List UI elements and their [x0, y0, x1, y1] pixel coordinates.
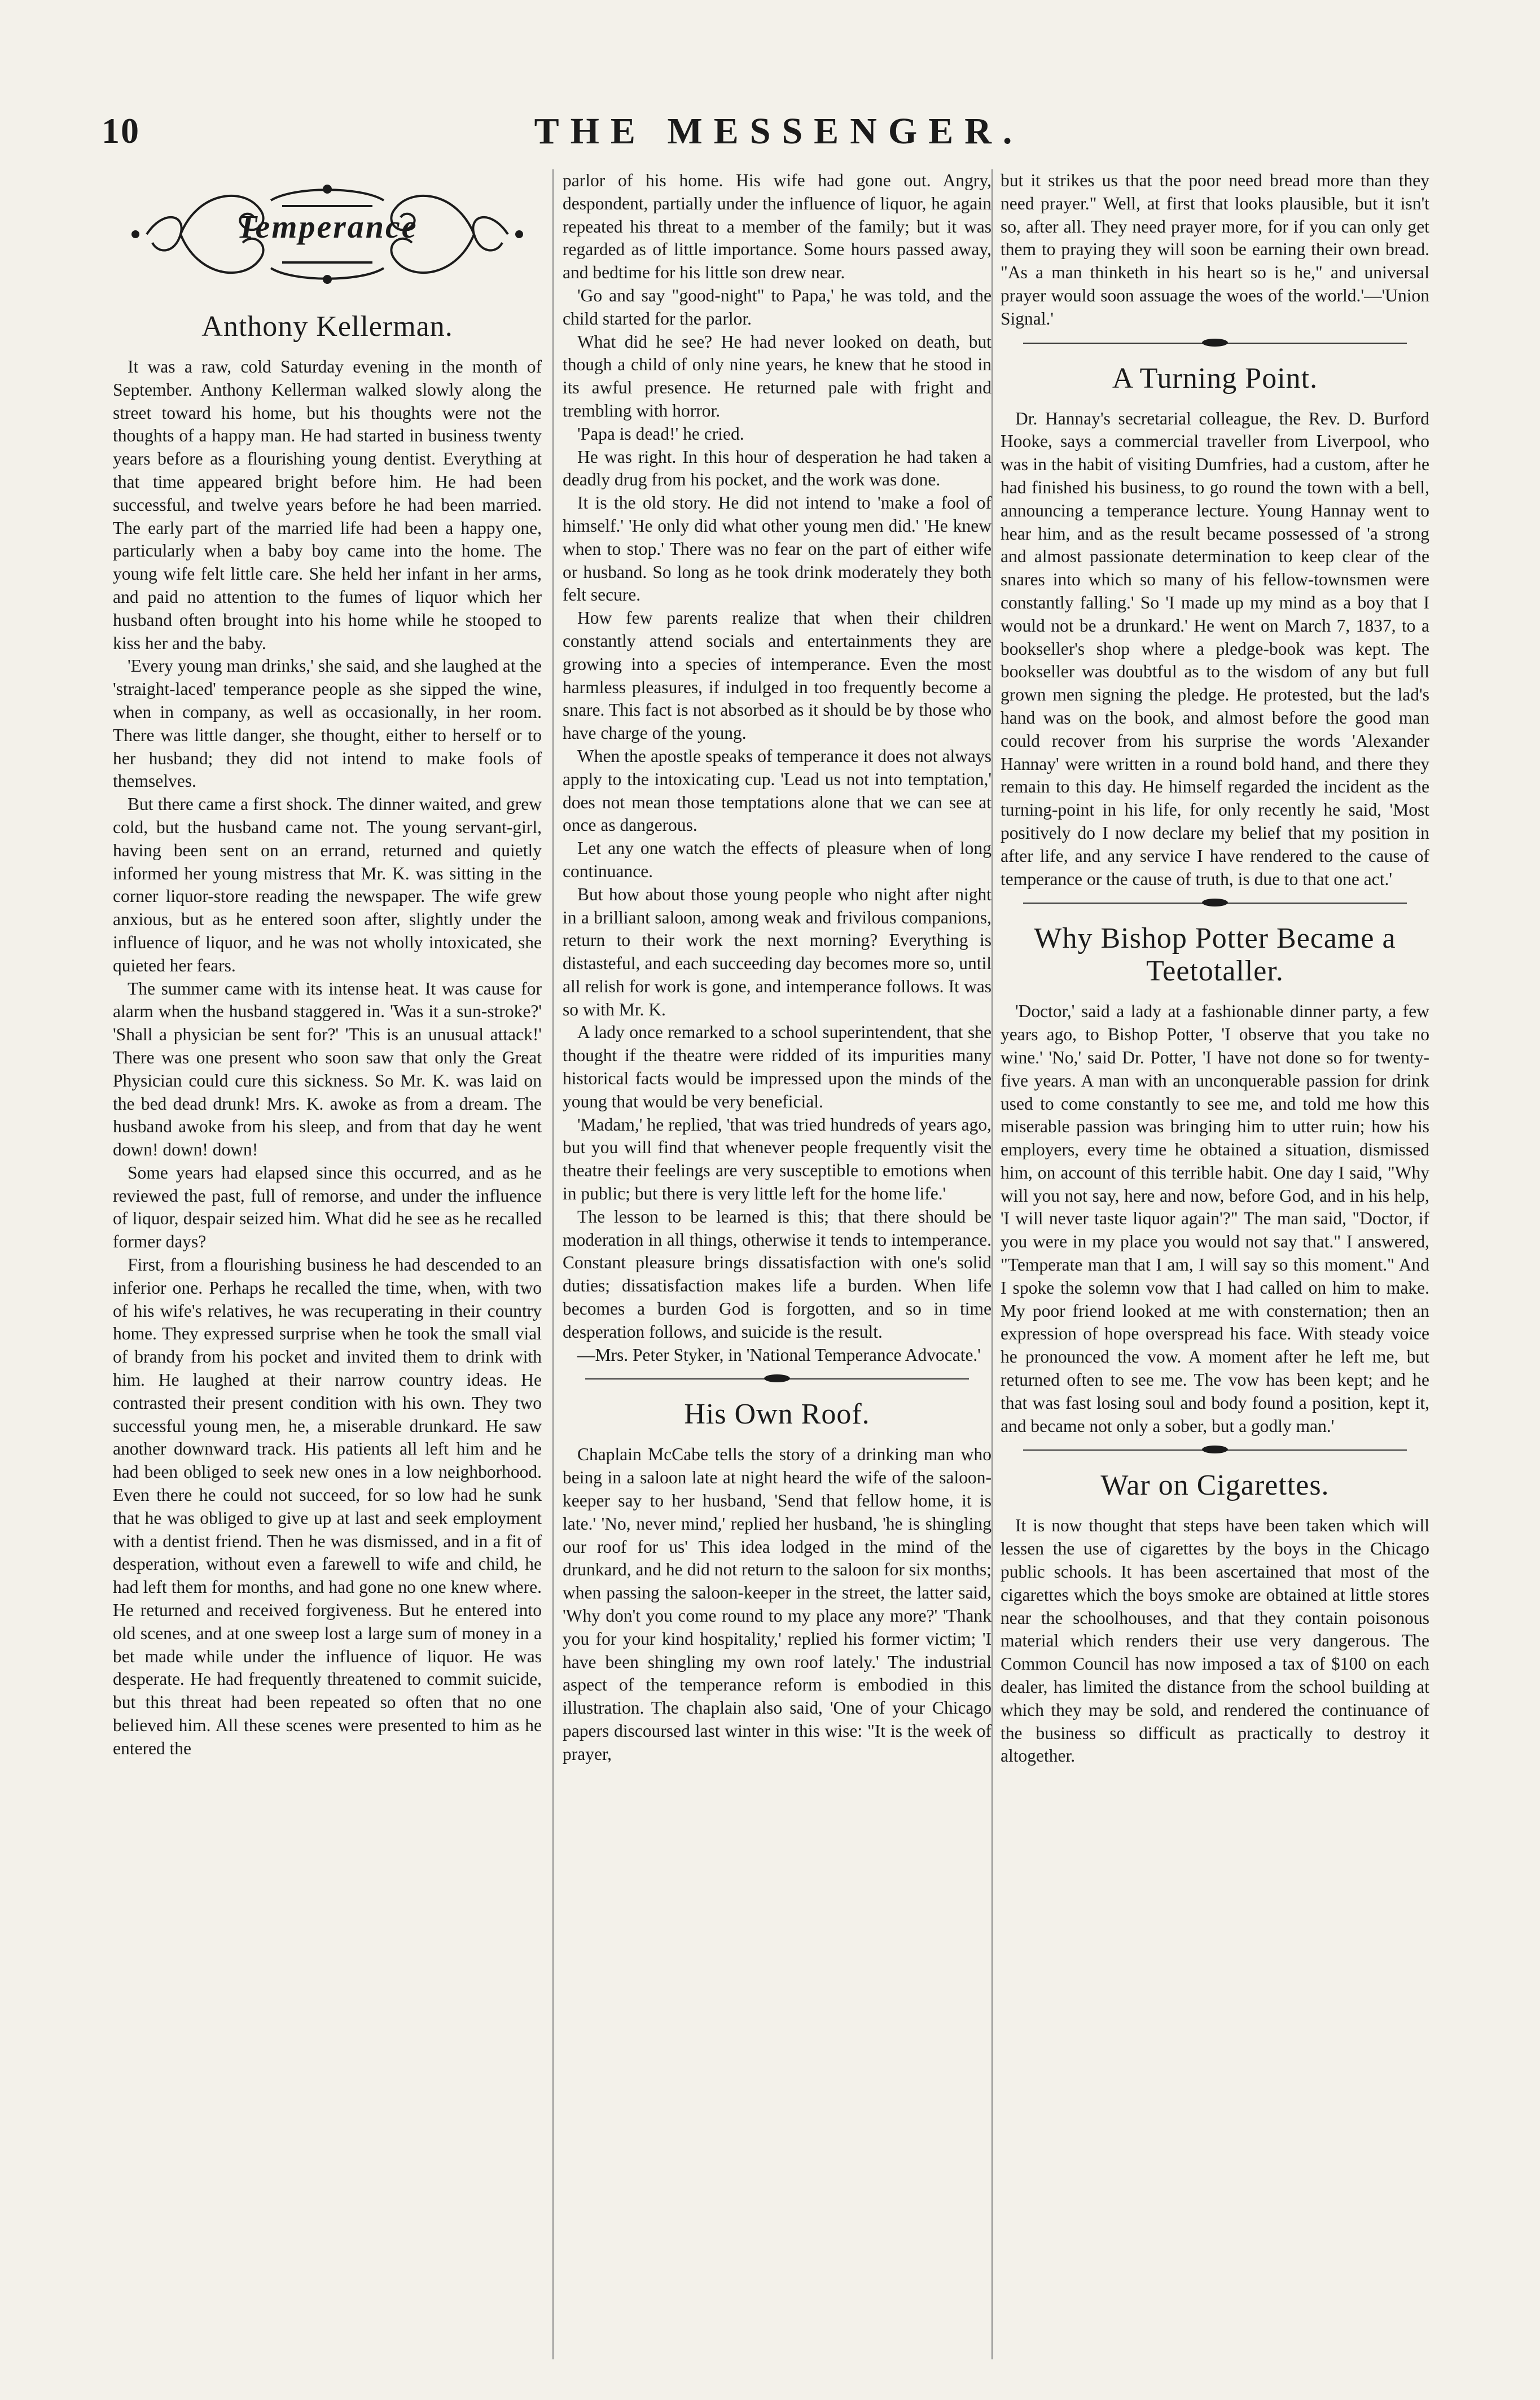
section-divider: [1001, 334, 1429, 351]
article-paragraph: 'Go and say "good-night" to Papa,' he was told, and the child started for the parlor.: [563, 285, 991, 329]
masthead-title: THE MESSENGER.: [534, 111, 1024, 152]
article-paragraph: When the apostle speaks of temperance it does not always apply to the intoxicating cup. 'Lead us not into temptation,' does not mean those temptations alone that we can see at once as dangerous.: [563, 746, 991, 835]
article-paragraph: but it strikes us that the poor need bread more than they need prayer." Well, at first that looks plausible, but it isn't so, after all. They need prayer more, for if you can only get them to praying they will soon be earning their own bread. "As a man thinketh in his heart so is he," and universal prayer would soon assuage the woes of the world.'—'Union Signal.': [1001, 170, 1429, 329]
article-paragraph: Let any one watch the effects of pleasure when of long continuance.: [563, 838, 991, 881]
article-paragraph: How few parents realize that when their children constantly attend socials and entertainments they are growing into a species of intemperance. Even the most harmless pleasures, if indulged in too frequently become a snare. This fact is not absorbed as it should be by those who have charge of the young.: [563, 608, 991, 743]
page-number: 10: [102, 111, 140, 151]
column-rule: [552, 169, 554, 2359]
article-paragraph: But there came a first shock. The dinner waited, and grew cold, but the husband came not. The young servant-girl, having been sent on an errand, returned and quietly informed her young mistress that Mr. K. was sitting in the corner liquor-store reading the newspaper. The wife grew anxious, but as he entered soon after, slightly under the influence of liquor, and he was not wholly intoxicated, she quieted her fears.: [113, 794, 542, 975]
article-title: Anthony Kellerman.: [201, 310, 453, 343]
article-paragraph: It is the old story. He did not intend to 'make a fool of himself.' 'He only did what other young men did.' 'He knew when to stop.' There was no fear on the part of either wife or husband. So long as he took drink moderately they both felt secure.: [563, 493, 991, 605]
article-paragraph: Some years had elapsed since this occurred, and as he reviewed the past, full of remorse, and under the influence of liquor, despair seized him. What did he see as he recalled former days?: [113, 1162, 542, 1252]
column-2: [563, 169, 991, 2359]
article-paragraph: It is now thought that steps have been taken which will lessen the use of cigarettes by the boys in the Chicago public schools. It has been ascertained that most of the cigarettes which the boys smoke are obtained at little stores near the schoolhouses, and that they contain poisonous material which renders their use very dangerous. The Common Council has now imposed a tax of $100 on each dealer, has limited the distance from the school building at which they may be sold, and rendered the continuance of the business so difficult as practically to destroy it altogether.: [1001, 1516, 1429, 1766]
ornament-label: Temperance: [236, 208, 418, 245]
article-paragraph: The summer came with its intense heat. It was cause for alarm when the husband staggered in. 'Was it a sun-stroke?' 'Shall a physician be sent for?' 'This is an unusual attack!' There was one present who soon saw that only the Great Physician could cure this sickness. So Mr. K. was laid on the bed dead drunk! Mrs. K. awoke as from a dream. The husband awoke from his sleep, and from that day he went down! down! down!: [113, 978, 542, 1160]
column-3: [1001, 169, 1429, 2359]
article-title: War on Cigarettes.: [1100, 1469, 1330, 1502]
column-1: [113, 169, 542, 2359]
article-title: A Turning Point.: [1112, 362, 1318, 395]
section-divider: [563, 1370, 991, 1387]
article-paragraph: 'Madam,' he replied, 'that was tried hundreds of years ago, but you will find that whenever people frequently visit the theatre their feelings are very susceptible to emotions when in public; but there is very little left for the home life.': [563, 1114, 991, 1204]
article-title: Why Bishop Potter Became a Teetotaller.: [1034, 922, 1396, 988]
section-divider: [1001, 1441, 1429, 1458]
section-divider: [1001, 894, 1429, 911]
article-title: His Own Roof.: [684, 1398, 870, 1431]
article-paragraph: The lesson to be learned is this; that there should be moderation in all things, otherwise it tends to intemperance. Constant pleasure brings dissatisfaction with one's solid duties; dissatisfaction makes life a burden. When life becomes a burden God is forgotten, and so in time desperation follows, and suicide is the result.: [563, 1206, 991, 1342]
article-paragraph: He was right. In this hour of desperation he had taken a deadly drug from his pocket, and the work was done.: [563, 446, 991, 490]
article-paragraph: 'Every young man drinks,' she said, and she laughed at the 'straight-laced' temperance people as she sipped the wine, when in company, as well as occasionally, in her room. There was little danger, she thought, either to herself or to her husband; they did not intend to make fools of themselves.: [113, 656, 542, 791]
article-attribution: —Mrs. Peter Styker, in 'National Temperance Advocate.': [577, 1344, 981, 1365]
article-paragraph: 'Doctor,' said a lady at a fashionable dinner party, a few years ago, to Bishop Potter, 'I observe that you take no wine.' 'No,' said Dr. Potter, 'I have not done so for twenty-five years. A man with an unconquerable passion for drink used to come constantly to see me, and told me how this miserable passion was bringing him to utter ruin; how his employers, every time he obtained a situation, dismissed him, on account of this terrible habit. One day I said, "Why will you not say, here and now, before God, and in his help, 'I will never taste liquor again'?" The man said, "Doctor, if you were in my place you would not say that." I answered, "Temperate man that I am, I will say so this moment." And I spoke the solemn vow that I had called on him to make. My poor friend looked at me with consternation; then an expression of hope overspread his face. With steady voice he pronounced the vow. A moment after he left me, but returned often to see me. The vow has been kept; and he that was fast losing soul and body found a position, kept it, and became not only a sober, but a godly man.': [1001, 1001, 1429, 1436]
article-paragraph: Dr. Hannay's secretarial colleague, the Rev. D. Burford Hooke, says a commercial traveller from Liverpool, who was in the habit of visiting Dumfries, had a custom, after he had finished his business, to go round the town with a bell, announcing a temperance lecture. Young Hannay went to hear him, and as the result became possessed of 'a strong and almost passionate determination to keep clear of the snares into which so many of his fellow-townsmen were constantly falling.' So 'I made up my mind as a boy that I would not be a drunkard.' He went on March 7, 1837, to a bookseller's shop where a pledge-book was kept. The bookseller was doubtful as to the wisdom of any but full grown men signing the pledge. He protested, but the lad's hand was on the book, and almost before the good man could recover from his surprise the words 'Alexander Hannay' were written in a round bold hand, and there they remain to this day. He himself regarded the incident as the turning-point in his life, for only recently he said, 'Most positively do I now declare my belief that my position in after life, and any service I have rendered to the cause of temperance or the cause of truth, is due to that one act.': [1001, 408, 1429, 889]
article-paragraph: 'Papa is dead!' he cried.: [577, 423, 744, 444]
article-paragraph: A lady once remarked to a school superintendent, that she thought if the theatre were ridded of its impurities many historical facts would be impressed upon the minds of the young that would be very beneficial.: [563, 1022, 991, 1111]
column-rule: [991, 169, 993, 2359]
article-paragraph: First, from a flourishing business he had descended to an inferior one. Perhaps he recalled the time, when, with two of his wife's relatives, he was recuperating in their country home. They expressed surprise when he took the small vial of brandy from his pocket and invited them to drink with him. He laughed at their narrow country ideas. He contrasted their present condition with his own. They two successful young men, he, a miserable drunkard. He saw another downward track. His patients all left him and he had been obliged to seek new ones in a low neighborhood. Even there he could not succeed, for so low had he sunk that he was obliged to give up at last and seek employment with a dentist friend. Then he was dismissed, and in a fit of desperation, without even a farewell to wife and child, he had left them for months, and had gone no one knew where. He returned and received forgiveness. But he entered into old scenes, and at one sweep lost a large sum of money in a bet made while under the influence of liquor. He was desperate. He had frequently threatened to commit suicide, but this threat had been repeated so often that no one believed him. All these scenes were presented to him as he entered the: [113, 1255, 542, 1758]
article-paragraph: But how about those young people who night after night in a brilliant saloon, among weak and frivilous companions, return to their work the next morning? Everything is distasteful, and each succeeding day becomes more so, until all relish for work is gone, and intemperance follows. It was so with Mr. K.: [563, 884, 991, 1019]
article-paragraph: What did he see? He had never looked on death, but though a child of only nine years, he knew that he stood in its awful presence. He returned pale with fright and trembling with horror.: [563, 331, 991, 421]
article-paragraph: parlor of his home. His wife had gone out. Angry, despondent, partially under the influence of liquor, he again repeated his threat to a member of the family; but it was regarded as of little importance. Some hours passed away, and bedtime for his little son drew near.: [563, 170, 991, 283]
article-paragraph: Chaplain McCabe tells the story of a drinking man who being in a saloon late at night heard the wife of the saloon-keeper say to her husband, 'Send that fellow home, it is late.' 'No, never mind,' replied her husband, 'he is shingling our roof for us' This idea lodged in the mind of the drunkard, and he did not return to the saloon for six months; when passing the saloon-keeper in the street, the latter said, 'Why don't you come round to my place any more?' 'Thank you for your kind hospitality,' replied his former victim; 'I have been shingling my own roof lately.' The industrial aspect of the temperance reform is embodied in this illustration. The chaplain also said, 'One of your Chicago papers discoursed last winter in this wise: "It is the week of prayer,: [563, 1444, 991, 1764]
article-paragraph: It was a raw, cold Saturday evening in the month of September. Anthony Kellerman walked slowly along the street toward his home, but his thoughts were not the thoughts of a happy man. He had started in business twenty years before as a flourishing young dentist. Everything at that time appeared bright before him. He had been successful, and twelve years before he had been married. The early part of the married life had been a happy one, particularly when a baby boy came into the home. The young wife felt little care. She held her infant in her arms, and paid no attention to the fumes of liquor which her husband often brought into his home while he stooped to kiss her and the baby.: [113, 357, 542, 653]
temperance-ornament: [113, 169, 542, 299]
